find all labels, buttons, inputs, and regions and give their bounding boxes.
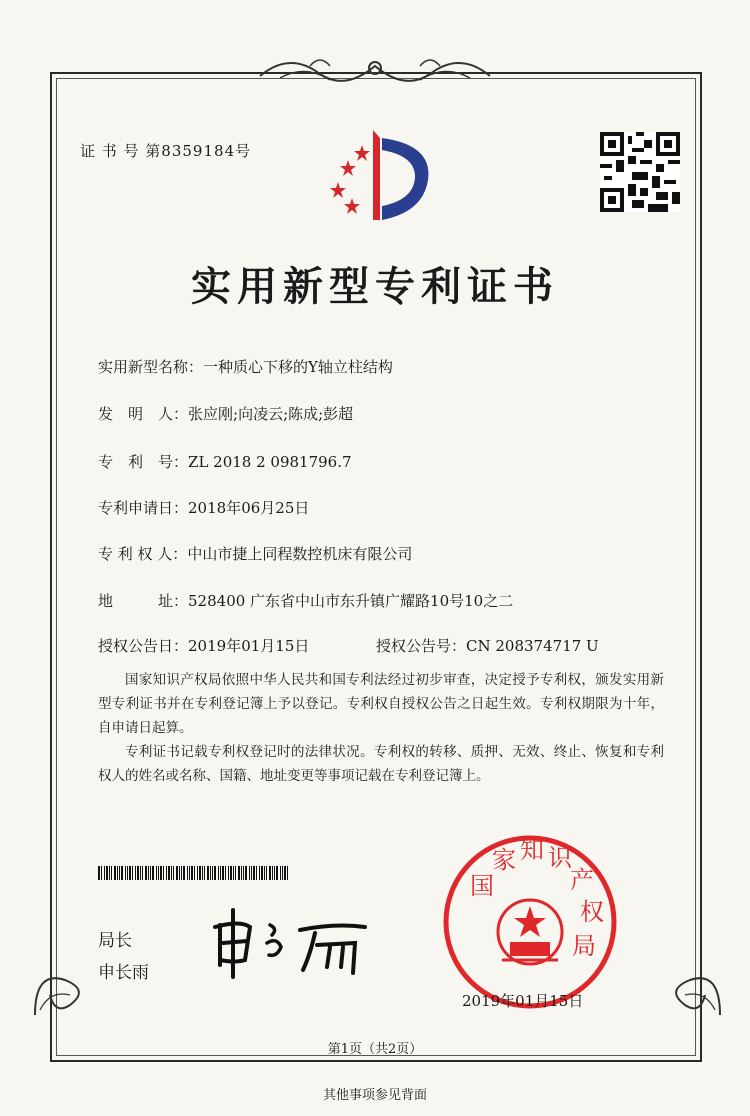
body-paragraph: 专利证书记载专利权登记时的法律状况。专利权的转移、质押、无效、终止、恢复和专利权人的姓名或名称、国籍、地址变更等事项记载在专利登记簿上。 [98,744,664,784]
field-label: 发 明 人： [98,405,189,423]
field-value: 2018年06月25日 [188,499,310,517]
field-value: 528400 广东省中山市东升镇广耀路10号10之二 [188,592,514,610]
svg-text:国: 国 [470,872,494,900]
director-title: 局长 [98,931,132,951]
field-grant-date [98,635,309,656]
page-number: 第1页（共2页） [327,1042,423,1057]
certificate-body [98,668,664,788]
qr-code-icon [600,132,680,212]
field-label: 实用新型名称： [98,358,204,376]
field-utility-name [98,356,393,377]
field-patentee [98,543,412,564]
field-value: 中山市捷上同程数控机床有限公司 [187,545,413,563]
svg-text:知: 知 [520,836,544,864]
field-address [98,590,513,611]
certificate-title: 实用新型专利证书 [191,263,559,310]
field-patent-number [98,451,352,472]
field-value: 张应刚;向凌云;陈成;彭超 [188,405,354,423]
field-grant-number [376,635,599,656]
field-label: 地 址： [98,592,189,610]
field-label: 专 利 号： [98,453,189,471]
field-label: 授权公告日： [98,637,189,655]
corner-ornament-bottom-right [655,950,725,1020]
director-signature [205,905,385,980]
field-value: 2019年01月15日 [188,637,310,655]
field-value: CN 208374717 U [466,637,599,655]
svg-text:局: 局 [572,932,596,960]
cnipa-logo-icon [318,120,438,235]
field-inventor [98,403,353,424]
svg-text:识: 识 [548,844,572,872]
barcode-icon [98,866,288,880]
field-label: 授权公告号： [376,637,467,655]
seal-date: 2019年01月15日 [462,992,584,1010]
corner-ornament-bottom-left [30,950,100,1020]
certificate-number: 证 书 号 第8359184号 [80,142,252,160]
official-seal [440,832,620,1012]
field-label: 专利申请日： [98,499,189,517]
svg-text:权: 权 [580,898,604,926]
svg-text:家: 家 [492,846,516,874]
svg-text:产: 产 [570,866,594,894]
field-application-date [98,497,309,518]
field-value: 一种质心下移的Y轴立柱结构 [203,358,393,376]
footer-note: 其他事项参见背面 [322,1088,427,1103]
director-name: 申长雨 [98,963,149,983]
field-value: ZL 2018 2 0981796.7 [188,453,352,471]
field-label: 专 利 权 人： [98,545,188,563]
body-paragraph: 国家知识产权局依照中华人民共和国专利法经过初步审查，决定授予专利权，颁发实用新型专利证书并在专利登记簿上予以登记。专利权自授权公告之日起生效。专利权期限为十年，自申请日起算。 [98,672,664,736]
top-ornament [250,46,500,96]
